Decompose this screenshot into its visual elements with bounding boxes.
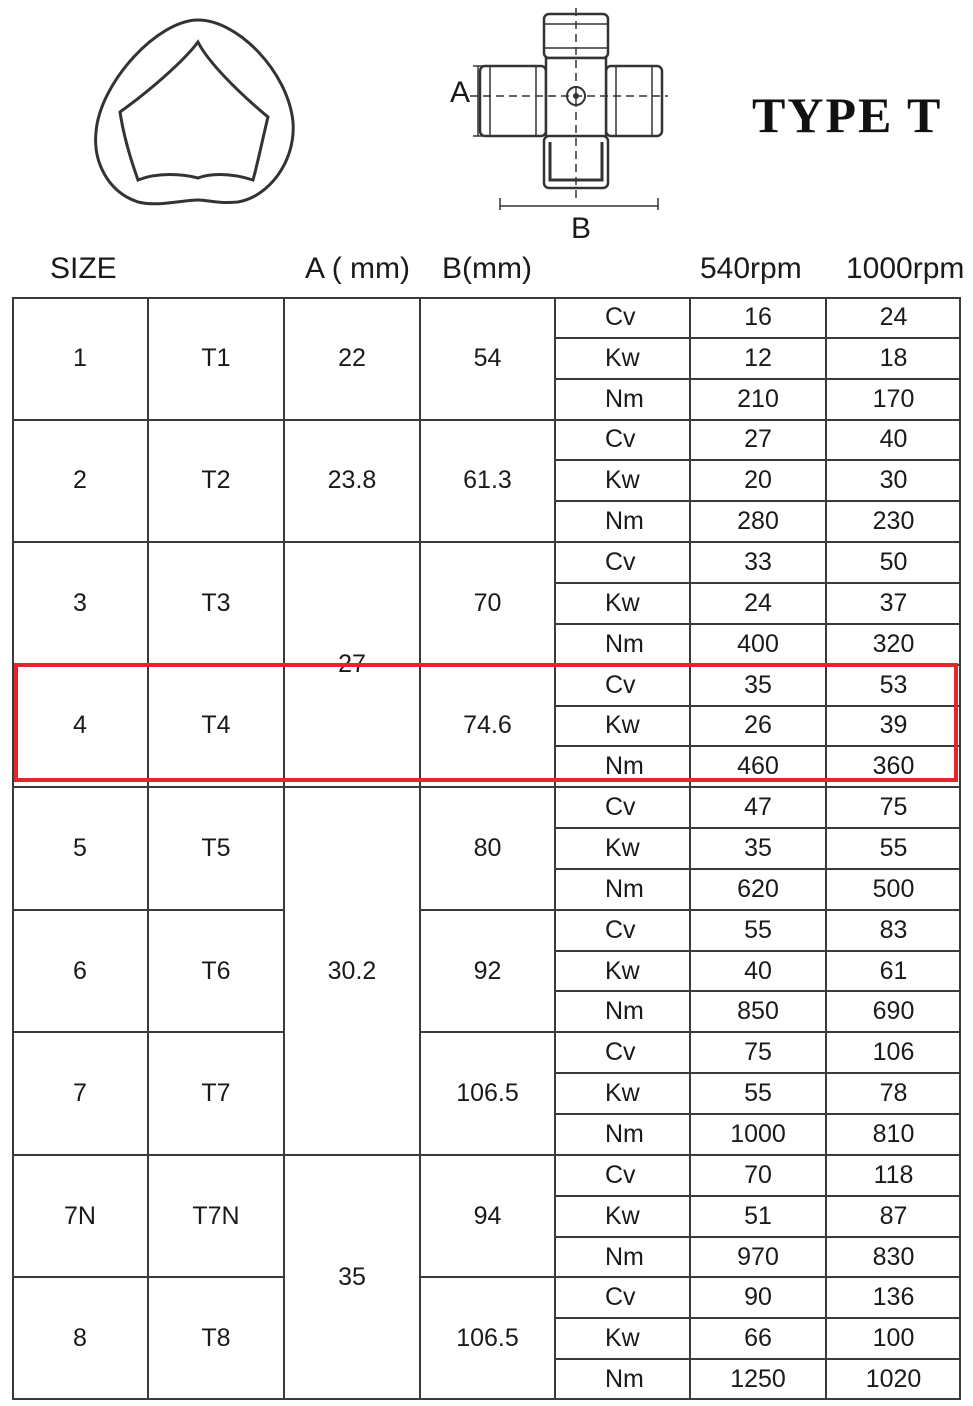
- rpm1000-cell: 53: [879, 670, 908, 699]
- rpm1000-cell: 360: [872, 752, 915, 781]
- unit-cell: Kw: [605, 1201, 640, 1230]
- rpm540-cell: 70: [744, 1160, 772, 1189]
- b-mm-cell: 70: [473, 588, 502, 617]
- rpm1000-cell: 500: [872, 874, 915, 903]
- code-cell: T6: [201, 956, 231, 985]
- rpm540-cell: 16: [744, 302, 772, 331]
- b-mm-cell: 80: [473, 833, 502, 862]
- rpm1000-cell: 1020: [865, 1365, 922, 1394]
- unit-cell: Nm: [605, 384, 644, 413]
- unit-cell: Nm: [605, 629, 644, 658]
- header-540rpm: 540rpm: [700, 252, 802, 285]
- rpm1000-cell: 39: [879, 711, 908, 740]
- rpm1000-cell: 170: [872, 384, 915, 413]
- code-cell: T7: [201, 1079, 231, 1108]
- rpm540-cell: 47: [744, 793, 772, 822]
- unit-cell: Cv: [605, 425, 636, 454]
- rpm1000-cell: 136: [872, 1283, 915, 1312]
- rpm1000-cell: 75: [879, 793, 908, 822]
- a-mm-cell: 35: [338, 1262, 366, 1291]
- tube-profile-drawing: [88, 12, 308, 217]
- b-mm-cell: 92: [473, 956, 502, 985]
- dimension-a-label: A: [450, 76, 471, 109]
- unit-cell: Cv: [605, 1160, 636, 1189]
- size-cell: 2: [73, 466, 87, 495]
- a-mm-cell: 22: [338, 343, 366, 372]
- a-mm-cell: 30.2: [327, 956, 377, 985]
- size-cell: 7N: [64, 1201, 96, 1230]
- rpm540-cell: 1250: [730, 1365, 786, 1394]
- rpm540-cell: 1000: [730, 1119, 786, 1148]
- unit-cell: Nm: [605, 1119, 644, 1148]
- rpm540-cell: 35: [744, 833, 772, 862]
- code-cell: T1: [201, 343, 231, 372]
- unit-cell: Cv: [605, 915, 636, 944]
- unit-cell: Kw: [605, 711, 640, 740]
- rpm1000-cell: 55: [879, 833, 908, 862]
- unit-cell: Nm: [605, 997, 644, 1026]
- rpm1000-cell: 78: [879, 1079, 908, 1108]
- unit-cell: Kw: [605, 956, 640, 985]
- highlight-box-size-4: [14, 663, 958, 782]
- unit-cell: Cv: [605, 1038, 636, 1067]
- unit-cell: Nm: [605, 874, 644, 903]
- rpm540-cell: 20: [744, 466, 772, 495]
- rpm540-cell: 850: [737, 997, 779, 1026]
- rpm540-cell: 51: [744, 1201, 772, 1230]
- unit-cell: Kw: [605, 1324, 640, 1353]
- rpm540-cell: 75: [744, 1038, 772, 1067]
- rpm1000-cell: 87: [879, 1201, 908, 1230]
- unit-cell: Nm: [605, 1365, 644, 1394]
- rpm1000-cell: 106: [872, 1038, 915, 1067]
- rpm540-cell: 24: [744, 588, 772, 617]
- b-mm-cell: 94: [473, 1201, 502, 1230]
- b-mm-cell: 106.5: [456, 1079, 519, 1108]
- rpm1000-cell: 24: [879, 302, 908, 331]
- rpm540-cell: 280: [737, 507, 779, 536]
- unit-cell: Kw: [605, 1079, 640, 1108]
- rpm540-cell: 55: [744, 1079, 772, 1108]
- rpm540-cell: 40: [744, 956, 772, 985]
- unit-cell: Kw: [605, 466, 640, 495]
- code-cell: T4: [201, 711, 231, 740]
- size-cell: 6: [73, 956, 87, 985]
- rpm1000-cell: 40: [879, 425, 908, 454]
- unit-cell: Cv: [605, 1283, 636, 1312]
- rpm1000-cell: 118: [873, 1160, 914, 1189]
- rpm540-cell: 33: [744, 548, 772, 577]
- dimension-b-label: B: [571, 212, 592, 245]
- b-mm-cell: 74.6: [463, 711, 512, 740]
- size-cell: 1: [73, 343, 87, 372]
- rpm540-cell: 26: [744, 711, 772, 740]
- rpm1000-cell: 61: [879, 956, 908, 985]
- rpm540-cell: 12: [744, 343, 772, 372]
- size-cell: 8: [73, 1324, 87, 1353]
- rpm1000-cell: 230: [872, 507, 915, 536]
- rpm540-cell: 970: [737, 1242, 779, 1271]
- unit-cell: Kw: [605, 588, 640, 617]
- size-cell: 7: [73, 1079, 87, 1108]
- code-cell: T8: [201, 1324, 231, 1353]
- rpm1000-cell: 83: [879, 915, 908, 944]
- rpm540-cell: 55: [744, 915, 772, 944]
- rpm1000-cell: 50: [879, 548, 908, 577]
- code-cell: T7N: [192, 1201, 240, 1230]
- rpm540-cell: 620: [737, 874, 779, 903]
- a-mm-cell: 23.8: [327, 466, 377, 495]
- unit-cell: Kw: [605, 833, 640, 862]
- universal-joint-drawing: [470, 8, 670, 213]
- rpm1000-cell: 830: [872, 1242, 915, 1271]
- header-a-mm: A ( mm): [305, 252, 410, 285]
- size-cell: 5: [73, 833, 87, 862]
- unit-cell: Kw: [605, 343, 640, 372]
- rpm1000-cell: 100: [872, 1324, 915, 1353]
- unit-cell: Nm: [605, 1242, 644, 1271]
- header-1000rpm: 1000rpm: [846, 252, 965, 285]
- header-b-mm: B(mm): [442, 252, 532, 285]
- unit-cell: Cv: [605, 670, 636, 699]
- rpm1000-cell: 810: [872, 1119, 915, 1148]
- rpm540-cell: 35: [744, 670, 772, 699]
- header-size: SIZE: [50, 252, 117, 285]
- rpm540-cell: 66: [744, 1324, 772, 1353]
- rpm540-cell: 400: [737, 629, 779, 658]
- unit-cell: Cv: [605, 548, 636, 577]
- unit-cell: Nm: [605, 752, 644, 781]
- rpm1000-cell: 30: [879, 466, 908, 495]
- rpm540-cell: 460: [737, 752, 779, 781]
- code-cell: T5: [201, 833, 231, 862]
- rpm1000-cell: 18: [879, 343, 908, 372]
- spec-table: [12, 297, 961, 1400]
- unit-cell: Nm: [605, 507, 644, 536]
- size-cell: 4: [73, 711, 87, 740]
- rpm1000-cell: 37: [879, 588, 908, 617]
- unit-cell: Cv: [605, 793, 636, 822]
- b-mm-cell: 61.3: [463, 466, 512, 495]
- unit-cell: Cv: [605, 302, 636, 331]
- code-cell: T3: [201, 588, 231, 617]
- rpm540-cell: 90: [744, 1283, 772, 1312]
- rpm1000-cell: 320: [872, 629, 915, 658]
- rpm1000-cell: 690: [872, 997, 915, 1026]
- b-mm-cell: 54: [473, 343, 502, 372]
- b-mm-cell: 106.5: [456, 1324, 519, 1353]
- rpm540-cell: 27: [744, 425, 772, 454]
- size-cell: 3: [73, 588, 87, 617]
- a-mm-cell: 27: [338, 650, 366, 679]
- page-title: TYPE T: [752, 87, 943, 143]
- code-cell: T2: [201, 466, 231, 495]
- rpm540-cell: 210: [737, 384, 779, 413]
